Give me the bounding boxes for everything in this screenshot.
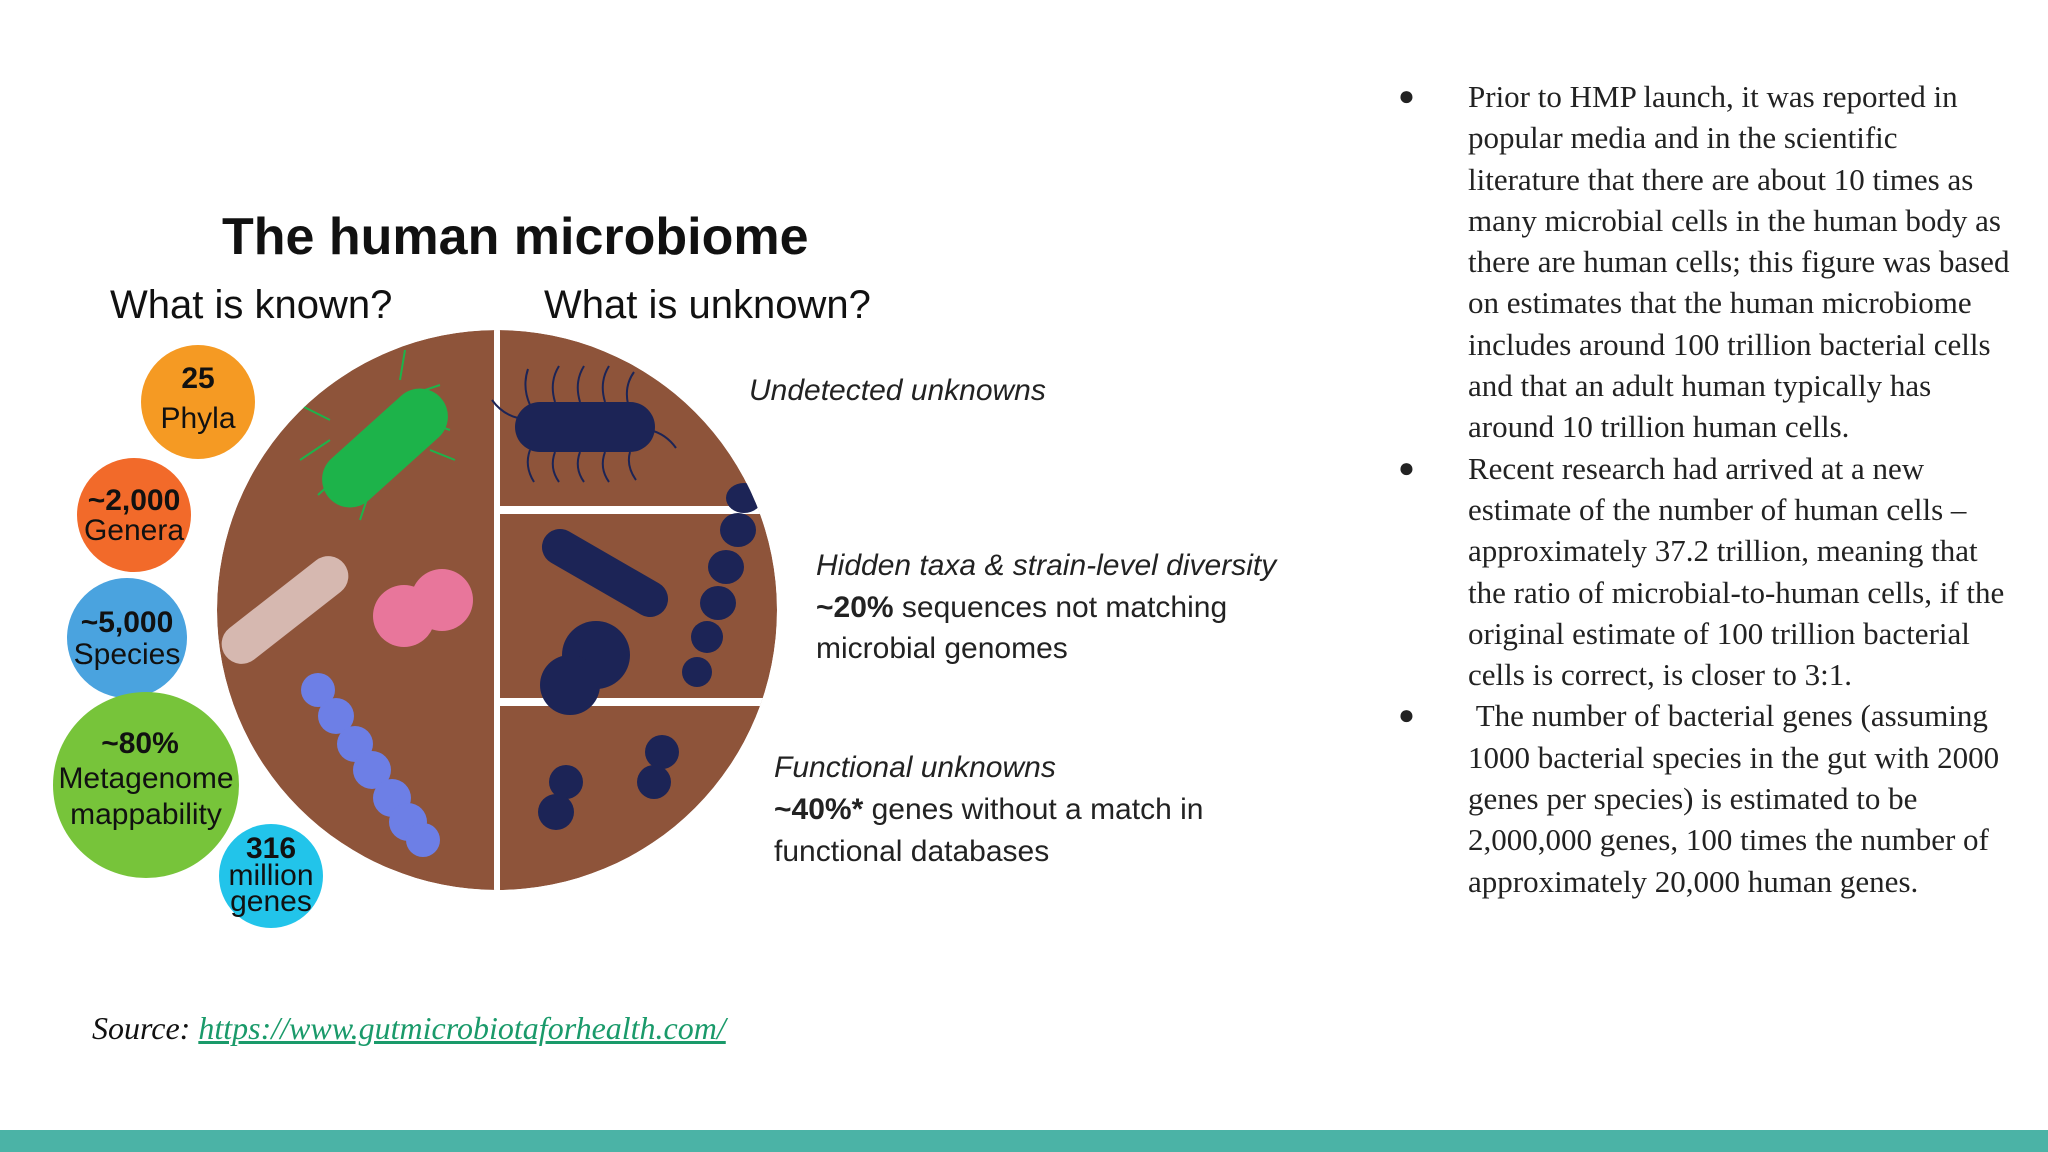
annotation-hidden-pct: ~20% xyxy=(816,591,894,624)
microbiome-figure xyxy=(40,190,1360,950)
annotation-hidden-text1: sequences not matching xyxy=(893,591,1228,624)
stat-species-label: Species xyxy=(73,638,181,671)
figure-title: The human microbiome xyxy=(222,208,809,266)
annotation-functional-line1 xyxy=(774,793,1203,826)
unknown-heading: What is unknown? xyxy=(544,283,871,327)
stat-genera-label: Genera xyxy=(83,514,185,547)
annotation-functional-title: Functional unknowns xyxy=(774,751,1056,784)
bullet-text: Prior to HMP launch, it was reported in popular media and in the scientific literature that there are about 10 times as many microbial cells in the human body as there are human cells; this figure was based on estimates that the human microbiome includes around 100 trillion bacterial cells and that an adult human typically has around 10 trillion human cells. xyxy=(1468,79,2010,445)
bottom-accent-bar xyxy=(0,1130,2048,1152)
stat-genes xyxy=(219,824,323,928)
stat-phyla-value: 25 xyxy=(181,362,215,395)
stat-genes-label-2: genes xyxy=(230,885,312,918)
microbiome-diagram xyxy=(40,190,1360,950)
annotation-functional-text1: genes without a match in xyxy=(863,793,1204,826)
bullet-dot-icon: ● xyxy=(1398,700,1415,732)
annotation-hidden-title: Hidden taxa & strain-level diversity xyxy=(816,549,1277,582)
stat-metagenome-label-2: mappability xyxy=(70,798,222,831)
stat-phyla-label: Phyla xyxy=(160,402,236,435)
bullet-item xyxy=(1390,695,2010,901)
stat-genera-value: ~2,000 xyxy=(87,484,181,517)
stat-genes-label-1: million xyxy=(228,859,314,892)
stat-metagenome-value: ~80% xyxy=(101,727,179,760)
stat-metagenome-label-1: Metagenome xyxy=(58,762,234,795)
stat-metagenome xyxy=(53,692,239,878)
bullet-list xyxy=(1390,76,2010,902)
annotation-undetected: Undetected unknowns xyxy=(749,374,1046,407)
known-heading: What is known? xyxy=(110,283,393,327)
bullet-dot-icon: ● xyxy=(1398,81,1415,112)
bullet-dot-icon: ● xyxy=(1398,452,1415,484)
source-caption xyxy=(92,1010,726,1047)
stat-species xyxy=(67,578,187,698)
stat-genera xyxy=(77,458,191,572)
source-label: Source: xyxy=(92,1010,199,1046)
annotation-functional-line2: functional databases xyxy=(774,835,1050,868)
stat-genes-value: 316 xyxy=(245,832,297,865)
bullet-text: The number of bacterial genes (assuming 1000 bacterial species in the gut with 2000 genes per species) is estimated to be 2,000,000 genes, 100 times the number of approximately 20,000 human genes. xyxy=(1468,698,2007,899)
stat-phyla xyxy=(141,345,255,459)
bullet-item xyxy=(1390,76,2010,448)
annotation-functional-pct: ~40%* xyxy=(774,793,864,826)
bullet-text: Recent research had arrived at a new estimate of the number of human cells – approximately 37.2 trillion, meaning that the ratio of microbial-to-human cells, if the original estimate of 100 trillion bacterial cells is correct, is closer to 3:1. xyxy=(1468,450,2005,693)
source-link[interactable]: https://www.gutmicrobiotaforhealth.com/ xyxy=(198,1010,726,1046)
stat-species-value: ~5,000 xyxy=(80,606,174,639)
pie-divider-top xyxy=(497,506,897,514)
annotation-hidden-line1 xyxy=(816,591,1227,624)
bullet-item xyxy=(1390,448,2010,696)
annotation-hidden-line2: microbial genomes xyxy=(816,632,1068,665)
